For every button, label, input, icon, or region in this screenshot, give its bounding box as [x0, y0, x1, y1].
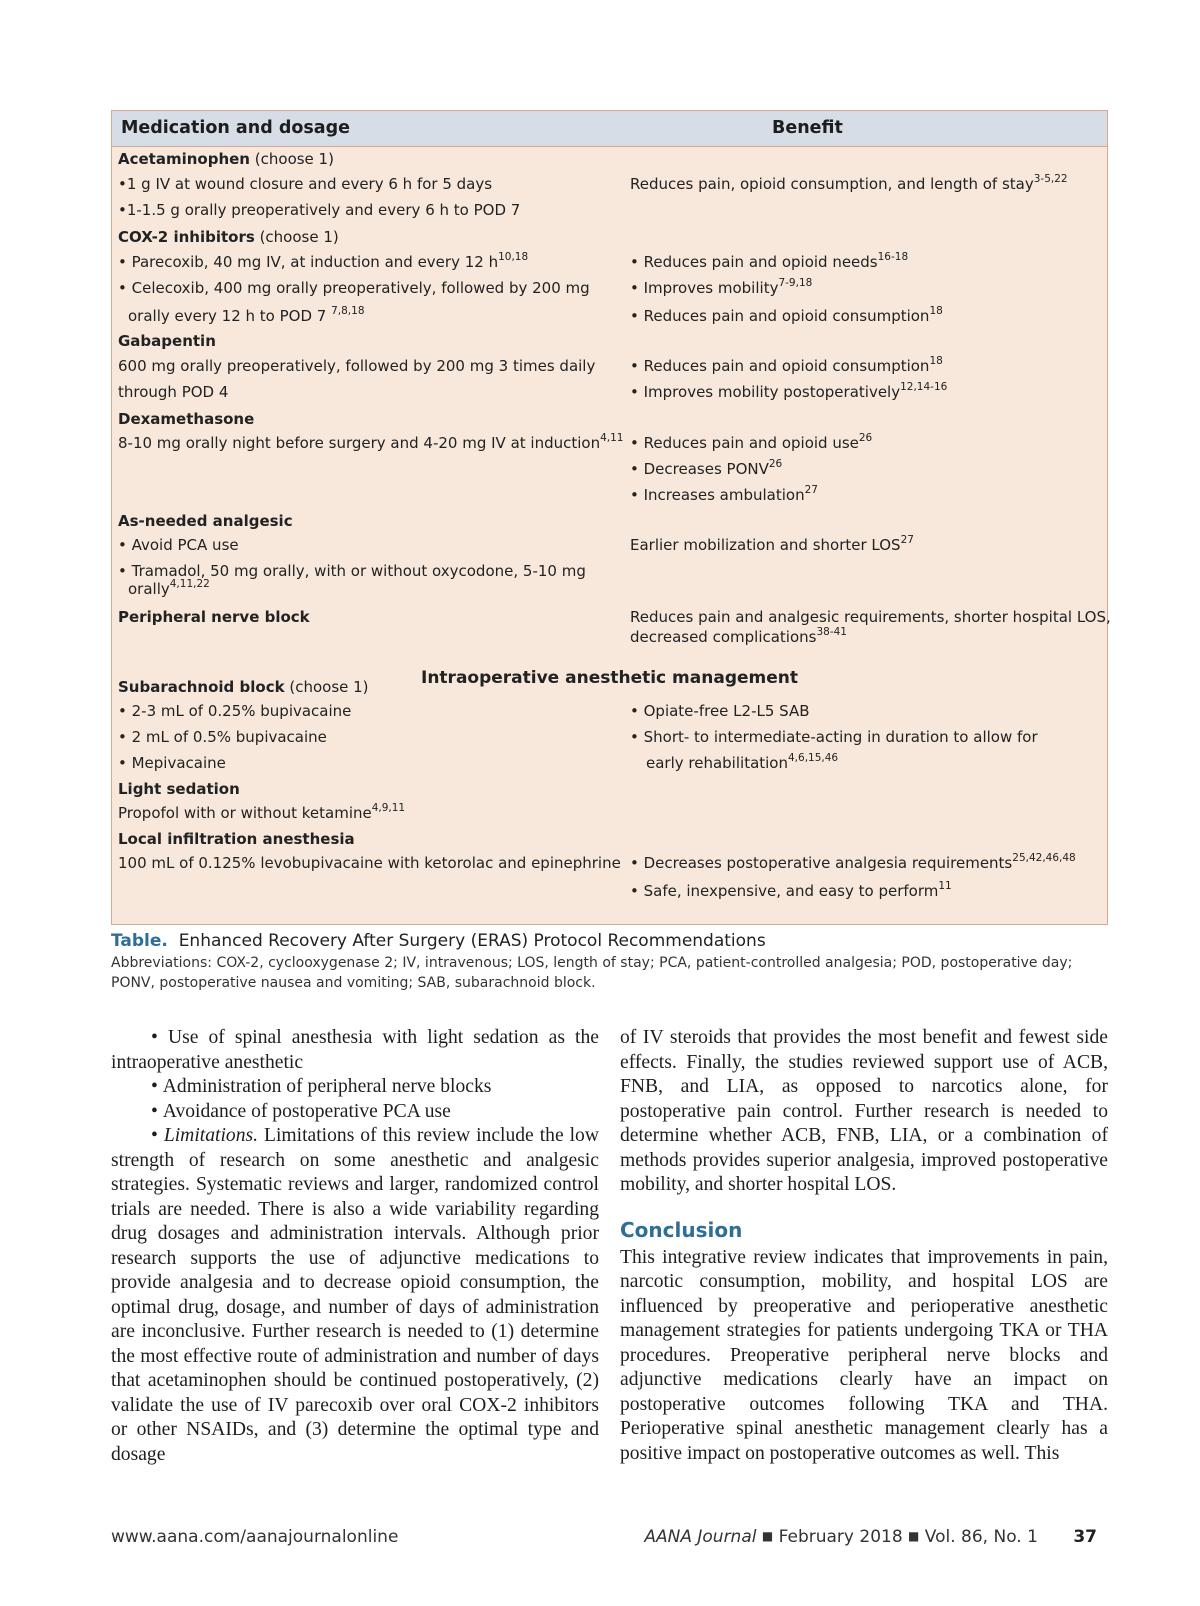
conclusion-heading: Conclusion — [620, 1217, 743, 1242]
gabapentin-benefit-1: • Reduces pain and opioid consumption$^{18}$ — [630, 355, 943, 375]
limitations-paragraph — [111, 1124, 599, 1467]
pnb-title: Peripheral nerve block — [118, 608, 310, 626]
gabapentin-dose-a: 600 mg orally preoperatively, followed by 200 mg 3 times daily — [118, 357, 596, 375]
cox2-dose-1: • Parecoxib, 40 mg IV, at induction and every 12 $h^{10,18}$ — [118, 251, 529, 271]
body-right-column — [620, 1026, 1108, 1466]
sab-benefit-2b: early rehabilitation$^{4,6,15,46}$ — [646, 752, 839, 772]
footer-volume: Vol. 86, No. 1 — [924, 1527, 1038, 1547]
dexamethasone-benefit-2: • Decreases PONV$^{26}$ — [630, 458, 783, 478]
sedation-dose: Propofol with or without ketamine$^{4,9,11}$ — [118, 802, 406, 822]
table-caption — [111, 931, 766, 951]
caption-title: Enhanced Recovery After Surgery (ERAS) Protocol Recommendations — [178, 931, 766, 951]
section-heading: Intraoperative anesthetic management — [421, 668, 798, 688]
acetaminophen-dose-1: •1 g IV at wound closure and every 6 h for 5 days — [118, 175, 493, 193]
gabapentin-title: Gabapentin — [118, 332, 216, 350]
limitations-text: Limitations of this review include the low strength of research on some anesthetic and analgesic strategies. Systematic reviews and larger, randomized control trials are needed. There is also a wide variability regarding drug dosages and administration intervals. Although prior research supports the use of adjunctive medications to provide analgesia and to decrease opioid consumption, the optimal drug, dosage, and number of days of administration are inconclusive. Further research is needed to (1) determine the most effective route of administration and number of days that acetaminophen should be continued postoperatively, (2) validate the use of IV parecoxib over oral COX-2 inhibitors or other NSAIDs, and (3) determine the optimal type and dosage — [111, 1125, 599, 1465]
bullet-pca: • Avoidance of postoperative PCA use — [111, 1100, 599, 1125]
cox2-benefit-1: • Reduces pain and opioid needs$^{16-18}$ — [630, 251, 909, 271]
dexamethasone-benefit-3: • Increases ambulation$^{27}$ — [630, 484, 818, 504]
sab-item-3: • Mepivacaine — [118, 754, 226, 772]
cox2-benefit-3: • Reduces pain and opioid consumption$^{18}$ — [630, 305, 943, 325]
asneeded-benefit: Earlier mobilization and shorter LOS$^{27}$ — [630, 534, 914, 554]
lia-dose: 100 mL of 0.125% levobupivacaine with ketorolac and epinephrine — [118, 854, 621, 872]
acetaminophen-title: Acetaminophen (choose 1) — [118, 150, 334, 168]
dexamethasone-dose: 8-10 mg orally night before surgery and 4-20 mg IV at induction$^{4,11}$ — [118, 432, 624, 452]
cox2-dose-2a: • Celecoxib, 400 mg orally preoperatively, followed by 200 mg — [118, 279, 590, 297]
acetaminophen-dose-2: •1-1.5 g orally preoperatively and every 6 h to POD 7 — [118, 201, 521, 219]
eras-table — [111, 110, 1111, 925]
bullet-spinal: • Use of spinal anesthesia with light sedation as the intraoperative anesthetic — [111, 1026, 599, 1075]
pnb-benefit-b: decreased complications$^{38-41}$ — [630, 626, 847, 646]
gabapentin-dose-b: through POD 4 — [118, 383, 229, 401]
sab-item-2: • 2 mL of 0.5% bupivacaine — [118, 728, 327, 746]
header-medication: Medication and dosage — [121, 118, 350, 138]
footer-date: February 2018 — [778, 1527, 903, 1547]
acetaminophen-benefit: Reduces pain, opioid consumption, and length of stay$^{3-5,22}$ — [630, 173, 1068, 193]
footer-separator-1: ■ — [761, 1529, 774, 1543]
lia-benefit-1: • Decreases postoperative analgesia requirements$^{25,42,46,48}$ — [630, 852, 1076, 872]
limitations-label: Limitations. — [163, 1125, 259, 1146]
footer-separator-2: ■ — [908, 1529, 920, 1543]
cox2-dose-2b: orally every 12 h to POD 7 $^{7,8,18}$ — [128, 305, 365, 325]
asneeded-item-2b: orally$^{4,11,22}$ — [128, 578, 210, 598]
bullet-nerve-blocks: • Administration of peripheral nerve blocks — [111, 1075, 599, 1100]
footer-citation — [644, 1527, 1097, 1547]
lia-title: Local infiltration anesthesia — [118, 830, 355, 848]
gabapentin-benefit-2: • Improves mobility postoperatively$^{12,14-16}$ — [630, 381, 948, 401]
sedation-title: Light sedation — [118, 780, 240, 798]
dexamethasone-title: Dexamethasone — [118, 410, 255, 428]
asneeded-item-1: • Avoid PCA use — [118, 536, 239, 554]
header-benefit: Benefit — [772, 118, 843, 138]
right-paragraph: of IV steroids that provides the most benefit and fewest side effects. Finally, the studies reviewed support use of ACB, FNB, and LIA, as opposed to narcotics alone, for postoperative pain control. Further research is needed to determine whether ACB, FNB, LIA, or a combination of methods provides superior analgesia, improved postoperative mobility, and shorter hospital LOS. — [620, 1027, 1108, 1195]
sab-item-1: • 2-3 mL of 0.25% bupivacaine — [118, 702, 352, 720]
caption-label: Table. — [111, 931, 168, 951]
asneeded-title: As-needed analgesic — [118, 512, 293, 530]
table-header — [112, 111, 1107, 147]
cox2-title: COX-2 inhibitors (choose 1) — [118, 228, 339, 246]
asneeded-item-2a: • Tramadol, 50 mg orally, with or without oxycodone, 5-10 mg — [118, 562, 586, 580]
dexamethasone-benefit-1: • Reduces pain and opioid use$^{26}$ — [630, 432, 873, 452]
page-number: 37 — [1073, 1527, 1097, 1547]
cox2-benefit-2: • Improves mobility$^{7-9,18}$ — [630, 277, 813, 297]
footer-journal: AANA Journal — [644, 1527, 757, 1547]
body-left-column — [111, 1026, 599, 1467]
caption-abbreviations: Abbreviations: COX-2, cyclooxygenase 2; IV, intravenous; LOS, length of stay; PCA, patient-controlled analgesia; POD, postoperative day; PONV, postoperative nausea and vomiting; SAB, subarachnoid block. — [111, 955, 1073, 991]
footer-url: www.aana.com/aanajournalonline — [111, 1527, 399, 1547]
lia-benefit-2: • Safe, inexpensive, and easy to perform$^{11}$ — [630, 880, 952, 900]
conclusion-paragraph: This integrative review indicates that improvements in pain, narcotic consumption, mobility, and hospital LOS are influenced by preoperative and perioperative anesthetic management strategies for patients undergoing TKA or THA procedures. Preoperative peripheral nerve blocks and adjunctive medications clearly have an impact on postoperative outcomes following TKA and THA. Perioperative spinal anesthetic management clearly has a positive impact on postoperative outcomes as well. This — [620, 1246, 1108, 1464]
sab-benefit-1: • Opiate-free L2-L5 SAB — [630, 702, 810, 720]
sab-benefit-2a: • Short- to intermediate-acting in duration to allow for — [630, 728, 1038, 746]
sab-title: Subarachnoid block (choose 1) — [118, 678, 369, 696]
pnb-benefit-a: Reduces pain and analgesic requirements, shorter hospital LOS, — [630, 608, 1111, 626]
